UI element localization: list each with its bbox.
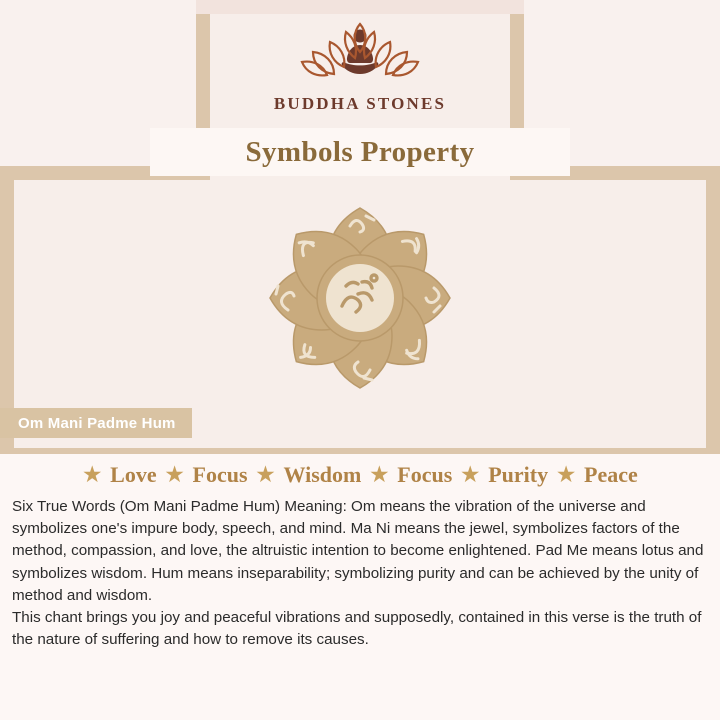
star-icon: ★: [461, 464, 480, 486]
om-mani-padme-hum-mandala-icon: [240, 186, 480, 410]
page-title: Symbols Property: [245, 135, 475, 168]
ribbon-label: [0, 408, 192, 438]
keyword-focus-1: Focus: [192, 462, 248, 487]
description-text: [0, 492, 720, 651]
frame-top-strip: [196, 0, 524, 14]
keyword-list: [0, 454, 720, 492]
brand-name: BUDDHA STONES: [273, 94, 447, 113]
keyword-focus-2: Focus: [397, 462, 453, 487]
description-panel: [0, 448, 720, 720]
ribbon-label-text: Om Mani Padme Hum: [18, 414, 176, 432]
keyword-purity: Purity: [488, 462, 549, 487]
star-icon: ★: [256, 464, 275, 486]
description-paragraph-1: Six True Words (Om Mani Padme Hum) Meaning: Om means the vibration of the universe and symbolizes one's impure body, speech, and mind. Ma Ni means the jewel, symbolizes factors of the method, compassion, and love, the altruistic intention to become enlightened. Pad Me means lotus and symbolizes wisdom. Hum means inseparability; symbolizing purity and can be achieved by the unity of method and wisdom.: [12, 498, 704, 604]
star-icon: ★: [165, 464, 184, 486]
keyword-wisdom: Wisdom: [283, 462, 362, 487]
brand-logo-area: [0, 18, 720, 114]
star-icon: ★: [370, 464, 389, 486]
mandala-illustration: [0, 182, 720, 414]
keyword-love: Love: [110, 462, 157, 487]
star-icon: ★: [83, 464, 102, 486]
lotus-meditation-icon: [280, 18, 440, 90]
page-title-bar: [150, 128, 570, 176]
star-icon: ★: [557, 464, 576, 486]
description-paragraph-2: This chant brings you joy and peaceful vibrations and supposedly, contained in this verse is the truth of the nature of suffering and how to remove its causes.: [12, 608, 702, 649]
keyword-peace: Peace: [584, 462, 638, 487]
